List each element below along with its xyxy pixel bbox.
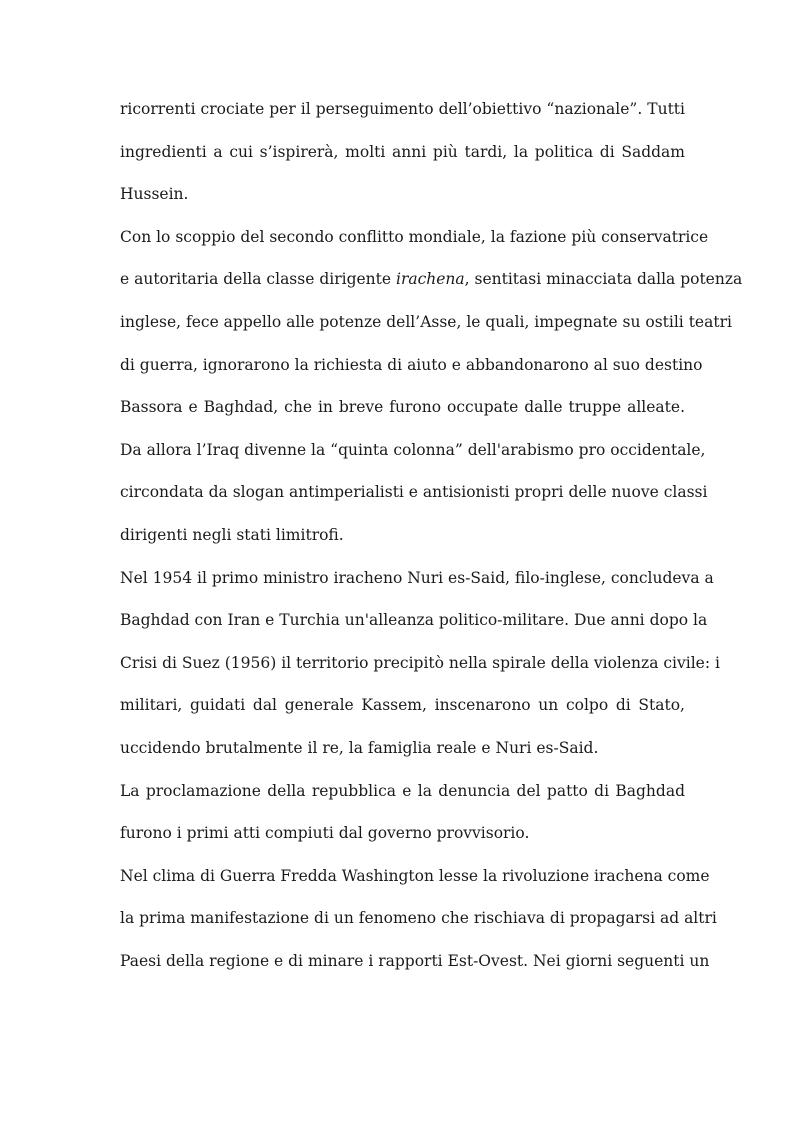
italic-word: irachena: [395, 270, 465, 289]
text-line: Baghdad con Iran e Turchia un'alleanza politico-militare. Due anni dopo la: [120, 611, 708, 630]
paragraph-2: [120, 216, 743, 557]
text-line: Nel 1954 il primo ministro iracheno Nuri es-Said, filo-inglese, concludeva a: [120, 568, 714, 587]
text-line-with-italic: e autoritaria della classe dirigente irachena, sentitasi minacciata dalla potenza: [120, 270, 743, 289]
text-line: Nel clima di Guerra Fredda Washington lesse la rivoluzione irachena come: [120, 866, 710, 885]
text-line: ingredienti a cui s’ispirerà, molti anni più tardi, la politica di Saddam: [120, 142, 685, 161]
text-line: circondata da slogan antimperialisti e antisionisti propri delle nuove classi: [120, 483, 708, 502]
paragraph-3: [120, 557, 720, 770]
text-line: inglese, fece appello alle potenze dell’Asse, le quali, impegnate su ostili teatri: [120, 312, 732, 331]
text-line: di guerra, ignorarono la richiesta di aiuto e abbandonarono al suo destino: [120, 355, 703, 374]
text-line: militari, guidati dal generale Kassem, inscenarono un colpo di Stato,: [120, 696, 685, 715]
paragraph-4: [120, 770, 685, 855]
text-line: Hussein.: [120, 185, 189, 204]
text-line: Paesi della regione e di minare i rapporti Est-Ovest. Nei giorni seguenti un: [120, 951, 710, 970]
text-line: Bassora e Baghdad, che in breve furono occupate dalle truppe alleate.: [120, 398, 685, 417]
paragraph-5: [120, 855, 717, 983]
text-line: dirigenti negli stati limitrofi.: [120, 525, 344, 544]
document-body: [120, 88, 743, 982]
paragraph-1: [120, 88, 685, 216]
text-line: Crisi di Suez (1956) il territorio precipitò nella spirale della violenza civile: i: [120, 653, 720, 672]
text-line: Con lo scoppio del secondo conflitto mondiale, la fazione più conservatrice: [120, 227, 709, 246]
text-line: Da allora l’Iraq divenne la “quinta colonna” dell'arabismo pro occidentale,: [120, 440, 706, 459]
text-line: uccidendo brutalmente il re, la famiglia reale e Nuri es-Said.: [120, 738, 599, 757]
text-line: la prima manifestazione di un fenomeno che rischiava di propagarsi ad altri: [120, 909, 717, 928]
text-line: La proclamazione della repubblica e la denuncia del patto di Baghdad: [120, 781, 685, 800]
text-line: furono i primi atti compiuti dal governo provvisorio.: [120, 824, 530, 843]
text-line: ricorrenti crociate per il perseguimento dell’obiettivo “nazionale”. Tutti: [120, 100, 685, 118]
